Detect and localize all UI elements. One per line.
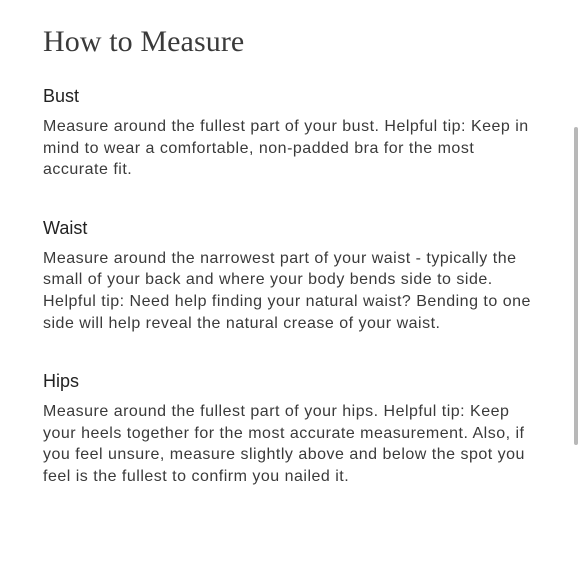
section-heading-hips: Hips: [43, 371, 80, 392]
section-text-hips: Measure around the fullest part of your hips. Helpful tip: Keep your heels together for the most accurate measurement. Also, if you feel unsure, measure slightly above and below the spot you feel is the fullest to confirm you nailed it.: [43, 403, 525, 485]
section-text-bust: Measure around the fullest part of your bust. Helpful tip: Keep in mind to wear a comfortable, non-padded bra for the most accurate fit.: [43, 118, 529, 179]
section-text-waist: Measure around the narrowest part of your waist - typically the small of your back and where your body bends side to side. Helpful tip: Need help finding your natural waist? Bending to one side will help reveal the natural crease of your waist.: [43, 249, 531, 332]
scrollbar-thumb[interactable]: [574, 127, 578, 445]
section-bust: [43, 84, 543, 181]
section-heading-bust: Bust: [43, 86, 80, 106]
section-hips: [43, 369, 543, 487]
page-title: How to Measure: [43, 25, 245, 58]
section-heading-waist: Waist: [43, 217, 88, 238]
section-waist: [43, 216, 543, 334]
scrollbar[interactable]: [572, 0, 580, 580]
